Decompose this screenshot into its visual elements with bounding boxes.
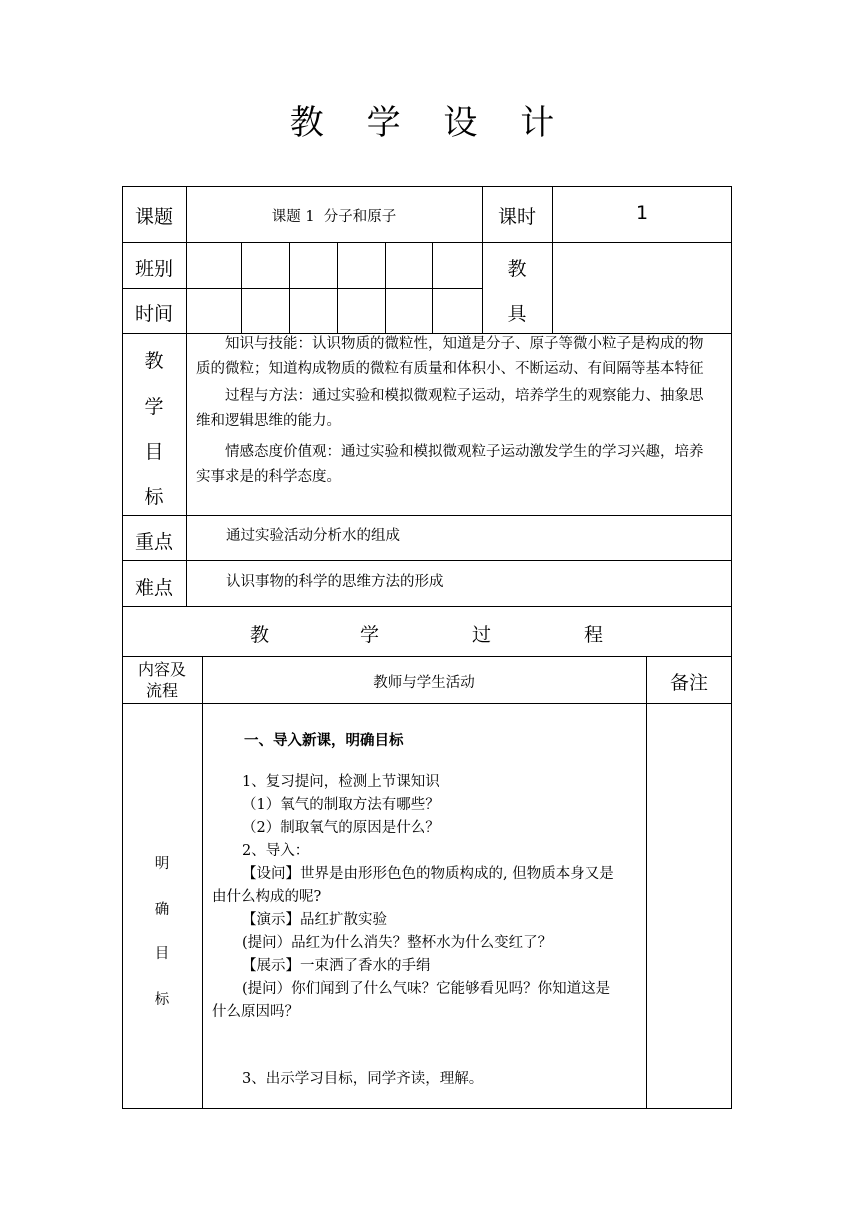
col-divider: [186, 186, 187, 606]
activity-line: (提问）品红为什么消失？整杯水为什么变红了？: [242, 935, 553, 951]
row-divider: [122, 656, 732, 657]
activity-line: （2）制取氧气的原因是什么？: [242, 820, 440, 836]
process-heading-char: 学: [360, 624, 380, 646]
difficulty-label: 难点: [134, 577, 173, 599]
process-heading-char: 教: [250, 624, 270, 646]
stage-label-char: 确: [154, 902, 170, 918]
tools-label-top: 教: [507, 258, 527, 280]
activity-line: 2、导入：: [242, 843, 310, 859]
activities-header: 教师与学生活动: [373, 675, 475, 691]
activity-line: 【展示】一束洒了香水的手绢: [242, 958, 431, 974]
activity-line: 什么原因吗？: [212, 1004, 299, 1020]
notes-header: 备注: [669, 672, 708, 694]
objective-line: 情感态度价值观：通过实验和模拟微观粒子运动激发学生的学习兴趣，培养: [225, 444, 704, 460]
process-heading-char: 过: [472, 624, 492, 646]
row-divider: [122, 703, 732, 704]
objective-line: 质的微粒；知道构成物质的微粒有质量和体积小、不断运动、有间隔等基本特征: [196, 361, 704, 377]
difficulty-value: 认识事物的科学的思维方法的形成: [226, 574, 444, 590]
stage-label-char: 标: [154, 992, 170, 1008]
activities-text: [212, 771, 642, 1024]
stage-label-char: 目: [154, 946, 170, 962]
objectives-label-char: 教: [144, 350, 164, 372]
row-divider: [122, 242, 732, 243]
process-heading-char: 程: [584, 624, 604, 646]
col-divider: [202, 656, 203, 1109]
row-divider: [122, 560, 732, 561]
row-divider: [122, 606, 732, 607]
objective-line: 实事求是的科学态度。: [196, 469, 341, 485]
period-label: 课时: [497, 206, 536, 228]
objective-line: 维和逻辑思维的能力。: [196, 413, 341, 429]
objectives-text: [196, 332, 726, 490]
activity-final-line: 3、出示学习目标，同学齐读，理解。: [242, 1071, 484, 1087]
time-label: 时间: [134, 303, 173, 325]
stage-label-char: 明: [154, 856, 170, 872]
document-title: 教 学 设 计: [289, 103, 571, 143]
objectives-label-char: 目: [144, 441, 164, 463]
activity-line: 1、复习提问，检测上节课知识: [242, 774, 440, 790]
col-divider: [646, 656, 647, 1109]
activity-line: 【演示】品红扩散实验: [242, 912, 387, 928]
topic-label: 课题: [134, 206, 173, 228]
col-divider: [337, 242, 338, 333]
key-point-value: 通过实验活动分析水的组成: [226, 528, 400, 544]
row-divider: [122, 515, 732, 516]
col-divider: [241, 242, 242, 333]
objective-line: 过程与方法：通过实验和模拟微观粒子运动，培养学生的观察能力、抽象思: [225, 388, 704, 404]
key-point-label: 重点: [134, 531, 173, 553]
activity-line: (提问）你们闻到了什么气味？它能够看见吗？你知道这是: [242, 981, 611, 997]
col-divider: [289, 242, 290, 333]
activity-line: （1）氧气的制取方法有哪些？: [242, 797, 440, 813]
topic-value: 课题 1 分子和原子: [271, 209, 397, 225]
objectives-label-char: 学: [144, 396, 164, 418]
activity-line: 由什么构成的呢?: [212, 889, 322, 905]
col-divider: [432, 242, 433, 333]
objectives-label-char: 标: [144, 486, 164, 508]
class-label: 班别: [134, 258, 173, 280]
objective-line: 知识与技能：认识物质的微粒性，知道是分子、原子等微小粒子是构成的物: [225, 336, 704, 352]
row-divider: [122, 288, 482, 289]
content-flow-header-line: 内容及: [137, 660, 186, 679]
content-flow-header: [122, 659, 202, 701]
col-divider: [385, 242, 386, 333]
period-value: 1: [635, 202, 649, 224]
activity-line: 【设问】世界是由形形色色的物质构成的, 但物质本身又是: [242, 866, 614, 882]
tools-label-bottom: 具: [507, 303, 527, 325]
content-flow-header-line: 流程: [145, 681, 178, 700]
section-heading: 一、导入新课，明确目标: [244, 732, 404, 749]
